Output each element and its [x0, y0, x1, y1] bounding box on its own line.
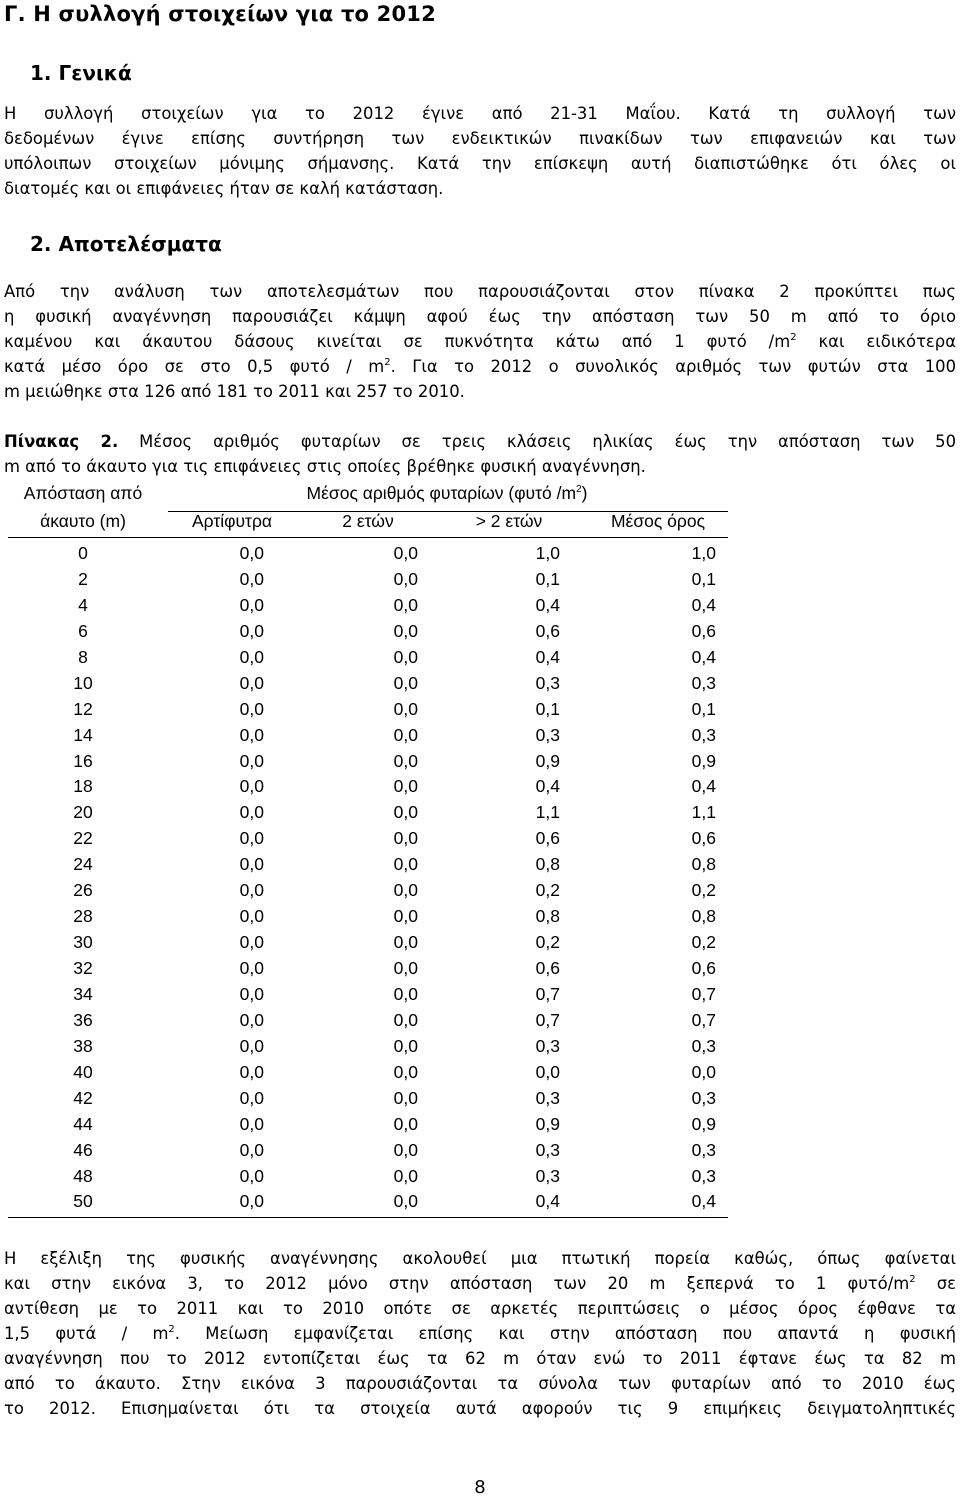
cell-seedlings: 0,0: [239, 1139, 264, 1160]
cell-distance: 28: [73, 906, 93, 927]
cell-seedlings: 0,0: [239, 1191, 264, 1212]
table-row: [8, 1007, 728, 1033]
cell-distance: 32: [73, 958, 93, 978]
table-row: [8, 748, 728, 774]
cell-seedlings: 0,0: [239, 802, 264, 823]
cell-2-years: 0,0: [393, 1009, 418, 1030]
cell-over-2-years: 1,0: [535, 543, 560, 563]
cell-distance: 44: [73, 1113, 93, 1134]
cell-seedlings: 0,0: [239, 672, 264, 693]
results-paragraph: [4, 279, 956, 404]
cell-seedlings: 0,0: [239, 1009, 264, 1030]
cell-over-2-years: 0,9: [535, 750, 560, 771]
cell-distance: 24: [73, 854, 93, 875]
cell-over-2-years: 0,4: [535, 1191, 560, 1212]
paragraph-line: Από την ανάλυση των αποτελεσμάτων που παρουσιάζονται στον πίνακα 2 προκύπτει πως: [4, 282, 956, 301]
table-row: [8, 851, 728, 877]
col-header-mean: Μέσος όρος: [610, 511, 706, 531]
cell-seedlings: 0,0: [239, 932, 264, 953]
cell-2-years: 0,0: [393, 828, 418, 849]
cell-distance: 34: [73, 983, 93, 1004]
cell-over-2-years: 0,2: [535, 880, 560, 901]
table-row: [8, 592, 728, 618]
cell-mean: 0,8: [691, 906, 716, 927]
cell-over-2-years: 0,4: [535, 776, 560, 797]
distance-header-unit: άκαυτο (m): [40, 511, 126, 531]
cell-over-2-years: 0,3: [535, 724, 560, 745]
cell-distance: 0: [78, 543, 88, 563]
cell-over-2-years: 1,1: [535, 802, 560, 823]
table-row: [8, 903, 728, 929]
cell-seedlings: 0,0: [239, 646, 264, 667]
cell-over-2-years: 0,3: [535, 1035, 560, 1056]
paragraph-line: δεδομένων έγινε επίσης συντήρηση των ενδεικτικών πινακίδων των επιφανειών και των: [4, 129, 956, 148]
cell-mean: 1,0: [691, 543, 716, 563]
cell-mean: 0,7: [691, 1009, 716, 1030]
table-row: [8, 618, 728, 644]
table-caption: Πίνακας 2. Μέσος αριθμός φυταρίων σε τρεις κλάσεις ηλικίας έως την απόσταση των 50 m από το άκαυτο για τις επιφάνειες στις οποίες βρέθηκε φυσική αναγέννηση.: [4, 432, 956, 476]
cell-2-years: 0,0: [393, 543, 418, 563]
cell-2-years: 0,0: [393, 983, 418, 1004]
cell-over-2-years: 0,3: [535, 1165, 560, 1186]
table-row: [8, 929, 728, 955]
cell-2-years: 0,0: [393, 854, 418, 875]
cell-over-2-years: 0,1: [535, 568, 560, 589]
cell-2-years: 0,0: [393, 932, 418, 953]
cell-seedlings: 0,0: [239, 776, 264, 797]
cell-seedlings: 0,0: [239, 854, 264, 875]
table-row: [8, 825, 728, 851]
cell-distance: 8: [78, 646, 88, 667]
table-label: Πίνακας 2.: [4, 432, 119, 451]
cell-distance: 40: [73, 1061, 93, 1082]
cell-distance: 46: [73, 1139, 93, 1160]
table-row: [8, 540, 728, 566]
group-header: Μέσος αριθμός φυταρίων (φυτό $/m^2$): [306, 483, 588, 503]
cell-over-2-years: 0,4: [535, 594, 560, 615]
table-row: [8, 722, 728, 748]
paragraph-line: και στην εικόνα 3, το 2012 μόνο στην απόσταση των 20 m ξεπερνά το 1 φυτό/$m^2$ σε: [4, 1274, 956, 1293]
cell-distance: 48: [73, 1165, 93, 1186]
cell-mean: 0,0: [691, 1061, 716, 1082]
header-rule: [8, 537, 728, 538]
cell-mean: 0,6: [691, 828, 716, 849]
cell-mean: 1,1: [691, 802, 716, 823]
cell-mean: 0,3: [691, 672, 716, 693]
cell-seedlings: 0,0: [239, 698, 264, 719]
cell-mean: 0,2: [691, 880, 716, 901]
cell-mean: 0,1: [691, 698, 716, 719]
cell-over-2-years: 0,7: [535, 1009, 560, 1030]
cell-seedlings: 0,0: [239, 1087, 264, 1108]
cell-over-2-years: 0,8: [535, 906, 560, 927]
cell-distance: 20: [73, 802, 93, 823]
table-row: [8, 981, 728, 1007]
cell-seedlings: 0,0: [239, 880, 264, 901]
cell-2-years: 0,0: [393, 594, 418, 615]
table-body: [8, 540, 728, 1214]
cell-distance: 2: [78, 568, 88, 589]
cell-over-2-years: 0,1: [535, 698, 560, 719]
cell-mean: 0,9: [691, 1113, 716, 1134]
cell-2-years: 0,0: [393, 1113, 418, 1134]
cell-seedlings: 0,0: [239, 750, 264, 771]
cell-seedlings: 0,0: [239, 594, 264, 615]
cell-seedlings: 0,0: [239, 828, 264, 849]
paragraph-line: αντίθεση με το 2011 και το 2010 οπότε σε αρκετές περιπτώσεις ο μέσος όρος έφθανε τα: [4, 1299, 956, 1318]
cell-mean: 0,6: [691, 620, 716, 641]
cell-2-years: 0,0: [393, 880, 418, 901]
paragraph-line: Η συλλογή στοιχείων για το 2012 έγινε από 21-31 Μαΐου. Κατά τη συλλογή των: [4, 104, 956, 123]
cell-over-2-years: 0,6: [535, 620, 560, 641]
cell-over-2-years: 0,0: [535, 1061, 560, 1082]
cell-distance: 6: [78, 620, 88, 641]
cell-mean: 0,3: [691, 1139, 716, 1160]
cell-mean: 0,4: [691, 776, 716, 797]
paragraph-line: διατομές και οι επιφάνειες ήταν σε καλή κατάσταση.: [4, 179, 444, 198]
table-row: [8, 955, 728, 981]
cell-2-years: 0,0: [393, 698, 418, 719]
cell-seedlings: 0,0: [239, 620, 264, 641]
cell-over-2-years: 0,3: [535, 1139, 560, 1160]
cell-mean: 0,4: [691, 646, 716, 667]
table-row: [8, 644, 728, 670]
cell-distance: 42: [73, 1087, 93, 1108]
cell-over-2-years: 0,6: [535, 828, 560, 849]
cell-2-years: 0,0: [393, 750, 418, 771]
cell-seedlings: 0,0: [239, 1035, 264, 1056]
cell-2-years: 0,0: [393, 1087, 418, 1108]
table-row: [8, 1111, 728, 1137]
cell-2-years: 0,0: [393, 776, 418, 797]
table-row: [8, 773, 728, 799]
cell-distance: 10: [73, 672, 93, 693]
cell-mean: 0,9: [691, 750, 716, 771]
paragraph-line: αναγέννηση που το 2012 εντοπίζεται έως τα 62 m όταν ενώ το 2011 έφτανε έως τα 82 m: [4, 1349, 956, 1368]
cell-over-2-years: 0,3: [535, 1087, 560, 1108]
col-header-seedlings: Αρτίφυτρα: [191, 511, 273, 531]
cell-distance: 12: [73, 698, 93, 719]
cell-2-years: 0,0: [393, 958, 418, 978]
page-number: 8: [474, 1477, 486, 1498]
table-row: [8, 670, 728, 696]
cell-seedlings: 0,0: [239, 724, 264, 745]
cell-over-2-years: 0,6: [535, 958, 560, 978]
cell-mean: 0,3: [691, 724, 716, 745]
cell-seedlings: 0,0: [239, 958, 264, 978]
paragraph-line: 1,5 φυτά / $m^2$. Μείωση εμφανίζεται επίσης και στην απόσταση που απαντά η φυσική: [4, 1324, 956, 1343]
paragraph-line: καμένου και άκαυτου δάσους κινείται σε πυκνότητα κάτω από 1 φυτό $/m^2$ και ειδικότερα: [4, 332, 957, 351]
table-row: [8, 696, 728, 722]
table-row: [8, 1033, 728, 1059]
paragraph-line: από το άκαυτο. Στην εικόνα 3 παρουσιάζονται τα σύνολα των φυταρίων από το 2010 έως: [4, 1374, 956, 1393]
cell-seedlings: 0,0: [239, 1113, 264, 1134]
cell-seedlings: 0,0: [239, 906, 264, 927]
cell-2-years: 0,0: [393, 1191, 418, 1212]
cell-2-years: 0,0: [393, 1165, 418, 1186]
cell-distance: 36: [73, 1009, 93, 1030]
cell-over-2-years: 0,9: [535, 1113, 560, 1134]
paragraph-line: κατά μέσο όρο σε στο 0,5 φυτό / $m^2$. Για το 2012 ο συνολικός αριθμός των φυτών στα 100: [4, 357, 956, 376]
table-row: [8, 877, 728, 903]
cell-distance: 50: [73, 1191, 93, 1212]
cell-distance: 14: [73, 724, 93, 745]
cell-seedlings: 0,0: [239, 568, 264, 589]
cell-2-years: 0,0: [393, 1139, 418, 1160]
table-row: [8, 1188, 728, 1214]
cell-2-years: 0,0: [393, 672, 418, 693]
cell-2-years: 0,0: [393, 1061, 418, 1082]
cell-mean: 0,3: [691, 1087, 716, 1108]
cell-2-years: 0,0: [393, 906, 418, 927]
cell-mean: 0,8: [691, 854, 716, 875]
table-row: [8, 1059, 728, 1085]
paragraph-line: υπόλοιπων στοιχείων μόνιμης σήμανσης. Κατά την επίσκεψη αυτή διαπιστώθηκε ότι όλες οι: [4, 154, 956, 173]
cell-mean: 0,7: [691, 983, 716, 1004]
table-row: [8, 566, 728, 592]
cell-seedlings: 0,0: [239, 543, 264, 563]
cell-2-years: 0,0: [393, 802, 418, 823]
cell-mean: 0,3: [691, 1035, 716, 1056]
table-row: [8, 1137, 728, 1163]
cell-2-years: 0,0: [393, 1035, 418, 1056]
cell-2-years: 0,0: [393, 724, 418, 745]
cell-seedlings: 0,0: [239, 1061, 264, 1082]
general-paragraph: [4, 101, 956, 201]
cell-over-2-years: 0,3: [535, 672, 560, 693]
cell-over-2-years: 0,2: [535, 932, 560, 953]
col-header-2-years: 2 ετών: [342, 511, 394, 531]
paragraph-line: η φυσική αναγέννηση παρουσιάζει κάμψη αφού έως την απόσταση των 50 m από το όριο: [4, 307, 956, 326]
cell-distance: 38: [73, 1035, 93, 1056]
cell-over-2-years: 0,7: [535, 983, 560, 1004]
cell-over-2-years: 0,8: [535, 854, 560, 875]
cell-distance: 30: [73, 932, 93, 953]
evolution-paragraph: [4, 1246, 956, 1421]
cell-distance: 4: [78, 594, 88, 615]
cell-mean: 0,4: [691, 594, 716, 615]
cell-2-years: 0,0: [393, 646, 418, 667]
table-bottom-rule: [8, 1217, 728, 1218]
table-row: [8, 799, 728, 825]
cell-2-years: 0,0: [393, 568, 418, 589]
cell-mean: 0,2: [691, 932, 716, 953]
cell-2-years: 0,0: [393, 620, 418, 641]
paragraph-line: το 2012. Επισημαίνεται ότι τα στοιχεία αυτά αφορούν τις 9 επιμήκεις δειγματοληπτικές: [4, 1399, 956, 1418]
distance-header: Απόσταση από: [23, 483, 143, 503]
col-header-over-2-years: > 2 ετών: [475, 511, 543, 531]
table-row: [8, 1163, 728, 1189]
heading-general: 1. Γενικά: [30, 61, 132, 85]
cell-distance: 22: [73, 828, 93, 849]
cell-distance: 16: [73, 750, 93, 771]
paragraph-line: Η εξέλιξη της φυσικής αναγέννησης ακολουθεί μια πτωτική πορεία καθώς, όπως φαίνεται: [4, 1249, 956, 1268]
cell-seedlings: 0,0: [239, 983, 264, 1004]
cell-mean: 0,4: [691, 1191, 716, 1212]
table-row: [8, 1085, 728, 1111]
cell-distance: 26: [73, 880, 93, 901]
cell-mean: 0,3: [691, 1165, 716, 1186]
cell-distance: 18: [73, 776, 93, 797]
heading-results: 2. Αποτελέσματα: [30, 232, 222, 256]
paragraph-line: m μειώθηκε στα 126 από 181 το 2011 και 257 το 2010.: [4, 382, 465, 401]
section-title: Γ. Η συλλογή στοιχείων για το 2012: [4, 2, 436, 26]
cell-seedlings: 0,0: [239, 1165, 264, 1186]
cell-mean: 0,6: [691, 958, 716, 978]
cell-over-2-years: 0,4: [535, 646, 560, 667]
cell-mean: 0,1: [691, 568, 716, 589]
